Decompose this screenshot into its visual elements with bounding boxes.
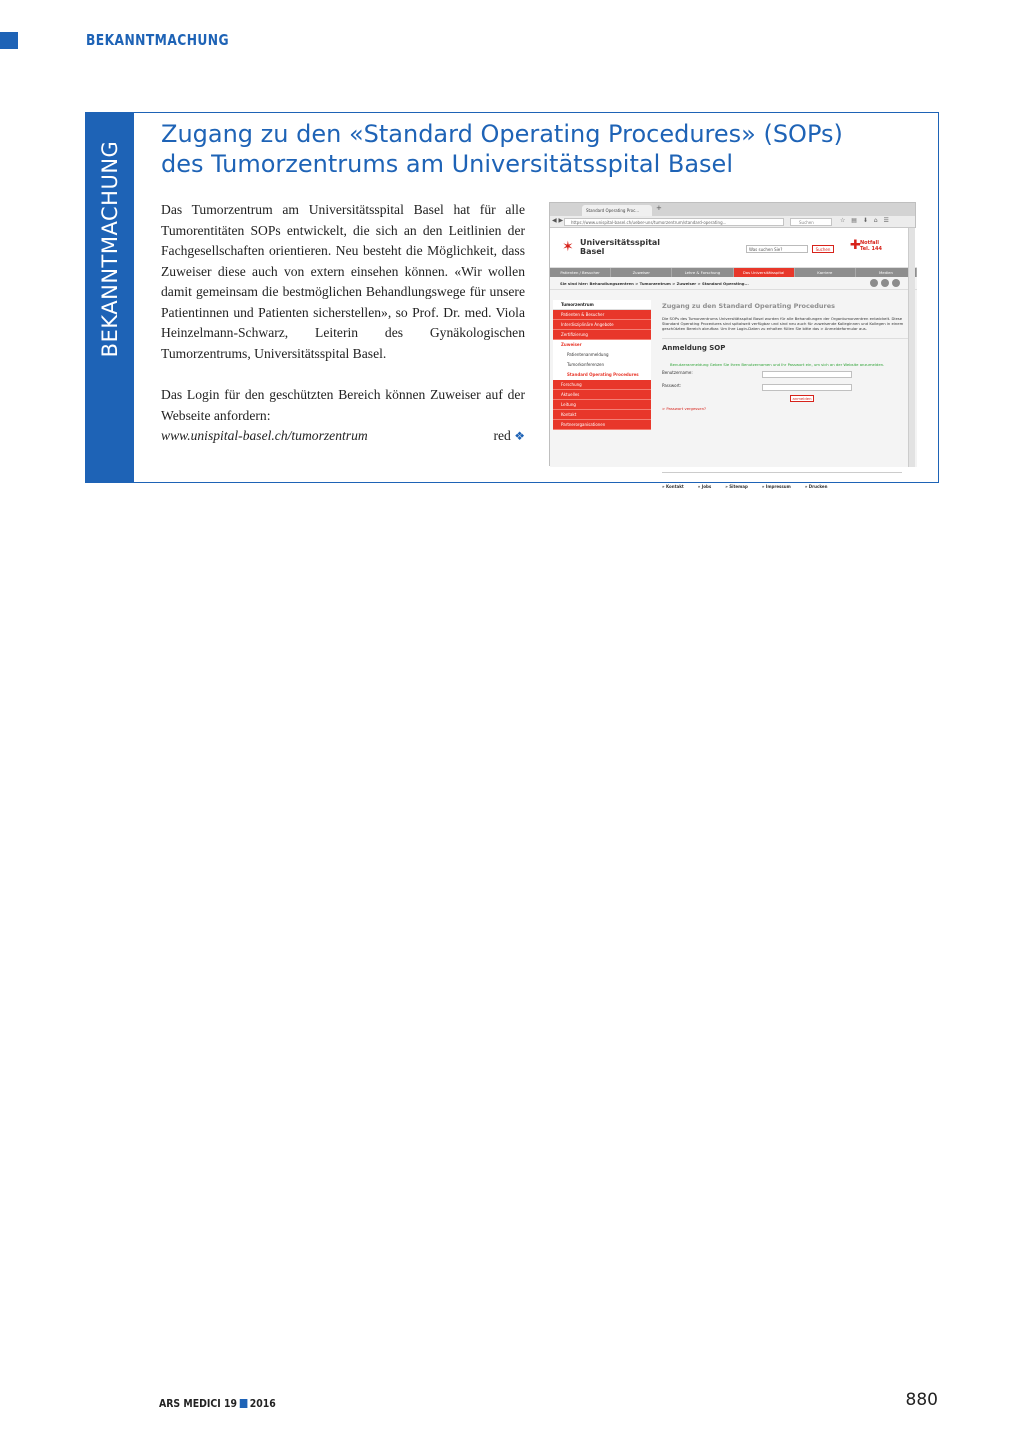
username-input — [762, 371, 852, 378]
emergency-line-2: Tel. 144 — [860, 246, 882, 252]
site-footer-link: » Drucken — [804, 484, 828, 489]
browser-tab-bar — [550, 203, 915, 216]
browser-tab: Standard Operating Proc... — [582, 205, 652, 216]
left-nav-item: Leitung — [553, 400, 651, 410]
paragraph-2: Das Login für den geschützten Bereich können Zuweiser auf der Webseite anfordern: — [161, 387, 525, 423]
site-logo-text — [580, 238, 660, 256]
emergency-line-1: Notfall — [860, 240, 879, 246]
left-nav-item: Patienten & Besucher — [553, 310, 651, 320]
browser-url-bar — [550, 216, 915, 228]
login-button: anmelden — [790, 395, 814, 402]
hospital-logo-icon: ✶ — [562, 239, 574, 255]
back-forward-icon: ◀ ▶ — [552, 217, 564, 224]
signature — [493, 426, 525, 447]
left-nav-item: Zuweiser — [553, 340, 651, 350]
new-tab-icon: + — [656, 204, 662, 212]
left-nav-item: Zertifizierung — [553, 330, 651, 340]
username-row — [662, 370, 908, 380]
browser-search-field: Suchen — [790, 218, 832, 226]
left-nav-item: Interdisziplinäre Angebote — [553, 320, 651, 330]
site-content — [662, 300, 908, 411]
site-search-input: Was suchen Sie? — [746, 245, 808, 253]
breadcrumb-bar — [550, 277, 917, 290]
site-menu-item: Lehre & Forschung — [672, 268, 733, 277]
content-title: Zugang zu den Standard Operating Procedures — [662, 302, 836, 310]
left-nav-item: Aktuelles — [553, 390, 651, 400]
site-header — [550, 228, 917, 268]
mail-icon — [892, 279, 900, 287]
site-footer-link: » Kontakt — [662, 484, 684, 489]
site-left-nav — [553, 300, 651, 430]
password-input — [762, 384, 852, 391]
username-label: Benutzername: — [662, 370, 693, 375]
logo-line-2: Basel — [580, 247, 605, 256]
url-field: https://www.unispital-basel.ch/ueber-uns/tumorzentrum/standard-operating... — [564, 218, 784, 226]
left-nav-item: Standard Operating Procedures — [553, 370, 651, 380]
site-menu-item: Karriere — [795, 268, 856, 277]
breadcrumb: Sie sind hier: Behandlungszentren > Tumorzentrum > Zuweiser > Standard Operating... — [560, 281, 749, 286]
site-footer-link: » Impressum — [761, 484, 791, 489]
left-nav-item: Kontakt — [553, 410, 651, 420]
site-menu-item: Patienten / Besucher — [550, 268, 611, 277]
website-page — [550, 228, 917, 489]
site-menu-item: Medien — [856, 268, 917, 277]
left-nav-item: Tumorzentrum — [553, 300, 651, 310]
title-line-1: Zugang zu den «Standard Operating Procedures» (SOPs) — [161, 120, 843, 148]
page-number: 880 — [905, 1390, 938, 1410]
footer-square-icon — [240, 1399, 248, 1408]
content-text: Die SOPs des Tumorzentrums Universitätsspital Basel wurden für alle Behandlungen der Organtumorzentren entwickelt. Diese Standard Operating Procedures sind spitalweit verfügbar und sind neu auch für zuweisende Kolleginnen und Kollegen in einem geschützten Bereich abrufbar. Um Ihre Login-Daten zu erhalten füllen Sie bitte das > Anmeldeformular aus. — [662, 316, 904, 331]
login-hint: Benutzeranmeldung Geben Sie Ihren Benutzernamen und Ihr Passwort ein, um sich an der Website anzumelden. — [670, 362, 885, 367]
password-row — [662, 383, 908, 393]
site-footer-link: » Jobs — [697, 484, 712, 489]
forgot-password-link: > Passwort vergessen? — [662, 406, 707, 411]
journal-year: 2016 — [249, 1397, 276, 1410]
divider — [662, 338, 908, 339]
side-label: BEKANNTMACHUNG — [98, 140, 122, 358]
site-main-nav — [550, 268, 917, 277]
logo-line-1: Universitätsspital — [580, 238, 661, 247]
paragraph-1: Das Tumorzentrum am Universitätsspital Basel hat für alle Tumorentitäten SOPs entwickelt, die sich an den Leitlinien der Fachgesellschaften orientieren. Neu besteht die Möglichkeit, dass Zuweiser diese auch von extern einsehen können. «Wir wollen damit gemeinsam die bestmöglichen Behandlungswege für unsere Patientinnen und Patienten sicherstellen», so Prof. Dr. med. Viola Heinzelmann-Schwarz, Leiterin des Gynäkologischen Tumorzentrums, Universitätsspital Basel. — [161, 202, 525, 361]
side-band — [86, 113, 134, 482]
share-icon — [870, 279, 878, 287]
article-title — [161, 119, 921, 179]
print-icon — [881, 279, 889, 287]
signature-text: red — [493, 428, 511, 443]
emergency-icon: ✚ — [850, 238, 861, 253]
title-line-2: des Tumorzentrums am Universitätsspital Basel — [161, 150, 733, 178]
section-header: BEKANNTMACHUNG — [86, 31, 230, 49]
password-label: Passwort: — [662, 383, 682, 388]
left-nav-item: Tumorkonferenzen — [553, 360, 651, 370]
left-nav-item: Patientenanmeldung — [553, 350, 651, 360]
website-link[interactable]: www.unispital-basel.ch/tumorzentrum — [161, 428, 368, 443]
left-nav-item: Partnerorganisationen — [553, 420, 651, 430]
article-body — [161, 200, 525, 447]
site-footer-link: » Sitemap — [725, 484, 748, 489]
journal-name: ARS MEDICI 19 — [159, 1397, 237, 1410]
login-title: Anmeldung SOP — [662, 344, 726, 352]
toolbar-icons: ☆ ▤ ⬇ ⌂ ☰ — [840, 217, 891, 224]
corner-marker — [0, 32, 18, 49]
site-footer — [662, 472, 902, 489]
website-screenshot — [549, 202, 916, 489]
left-nav-item: Forschung — [553, 380, 651, 390]
url-line — [161, 426, 525, 447]
diamond-icon: ❖ — [514, 429, 525, 443]
site-menu-item: Das Universitätsspital — [734, 268, 795, 277]
site-menu-item: Zuweiser — [611, 268, 672, 277]
scrollbar — [908, 228, 915, 467]
announcement-box — [85, 112, 939, 489]
journal-footer — [159, 1397, 276, 1410]
site-search-button: Suchen — [812, 245, 834, 253]
emergency-info — [860, 240, 882, 252]
